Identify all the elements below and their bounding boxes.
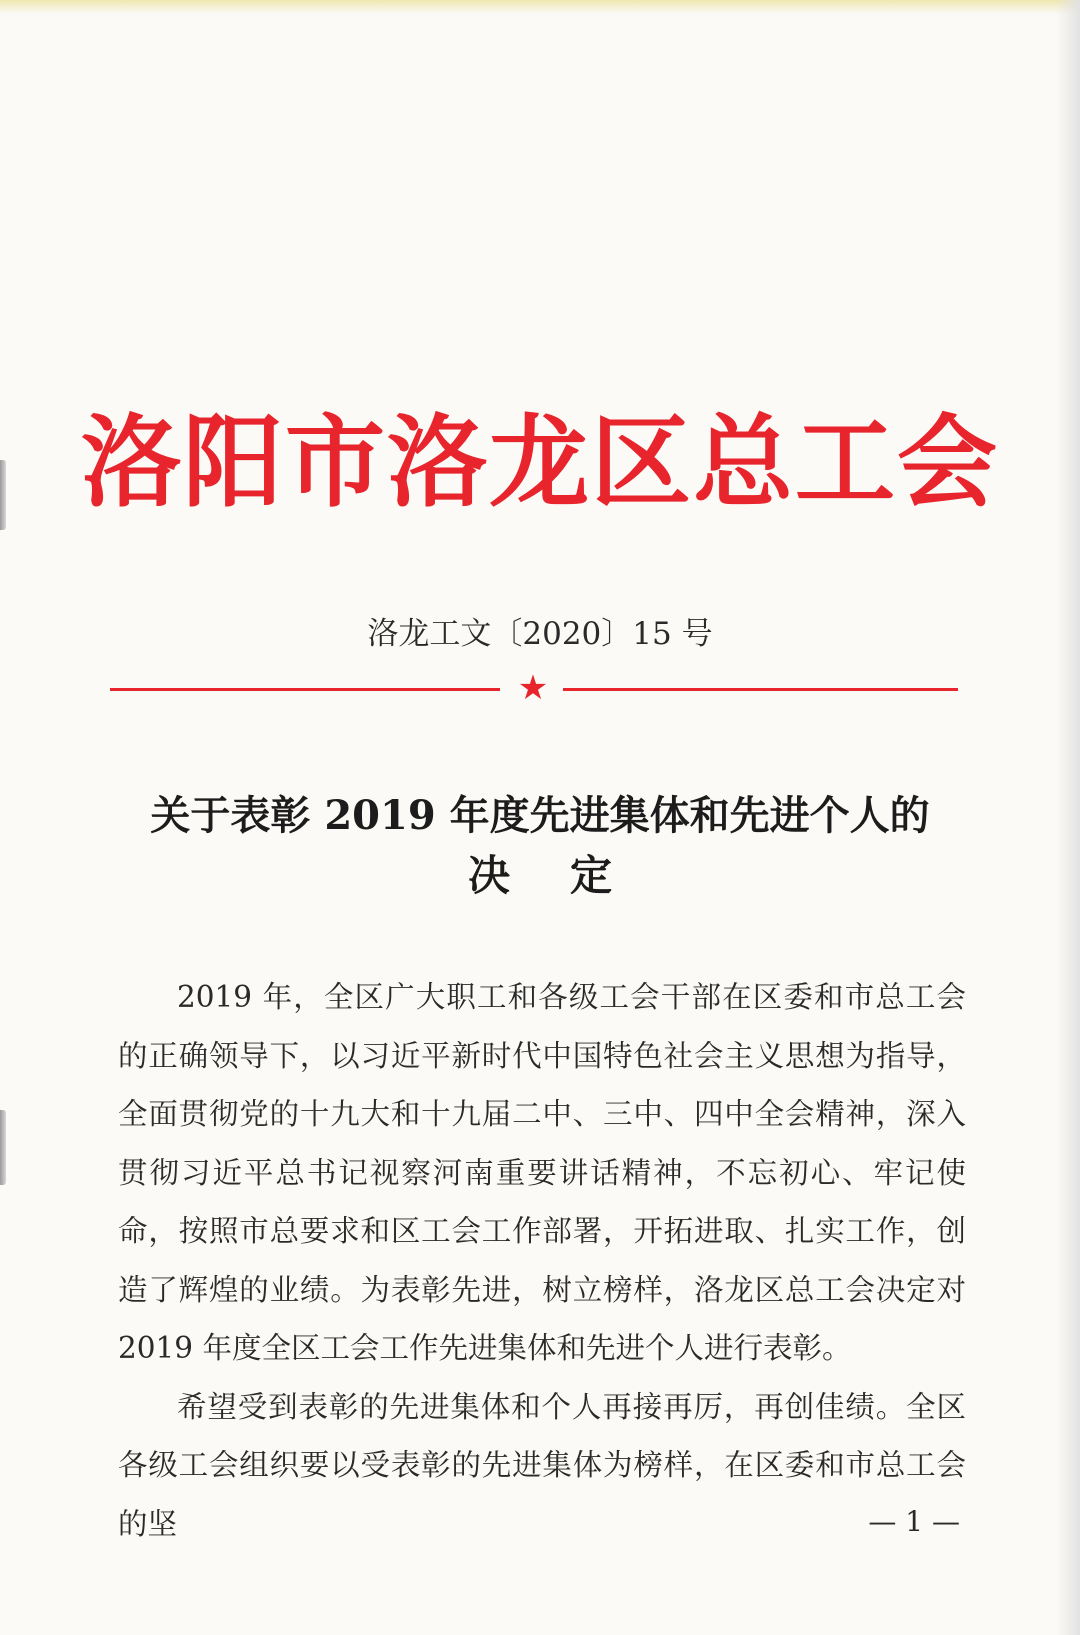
issuing-organization: 洛阳市洛龙区总工会 xyxy=(81,404,999,521)
red-divider-right xyxy=(563,688,958,691)
body-paragraph: 希望受到表彰的先进集体和个人再接再厉，再创佳绩。全区各级工会组织要以受表彰的先进集体为榜样，在区委和市总工会的坚 xyxy=(118,1389,966,1541)
red-divider-left xyxy=(110,688,500,691)
document-title: 关于表彰 2019 年度先进集体和先进个人的 xyxy=(150,792,930,839)
star-icon: ★ xyxy=(517,668,549,708)
body-paragraph: 2019 年，全区广大职工和各级工会干部在区委和市总工会的正确领导下，以习近平新时代中国特色社会主义思想为指导，全面贯彻党的十九大和十九届二中、三中、四中全会精神，深入贯彻习近平总书记视察河南重要讲话精神，不忘初心、牢记使命，按照市总要求和区工会工作部署，开拓进取、扎实工作，创造了辉煌的业绩。为表彰先进，树立榜样，洛龙区总工会决定对 2019 年度全区工会工作先进集体和先进个人进行表彰。 xyxy=(118,980,966,1365)
binding-mark xyxy=(0,1110,6,1185)
document-number: 洛龙工文〔2020〕15 号 xyxy=(367,616,713,652)
document-title-decision: 决定 xyxy=(467,851,672,900)
scan-top-edge xyxy=(0,0,1080,14)
page-number: — 1 — xyxy=(868,1505,960,1538)
document-body xyxy=(118,968,966,1553)
